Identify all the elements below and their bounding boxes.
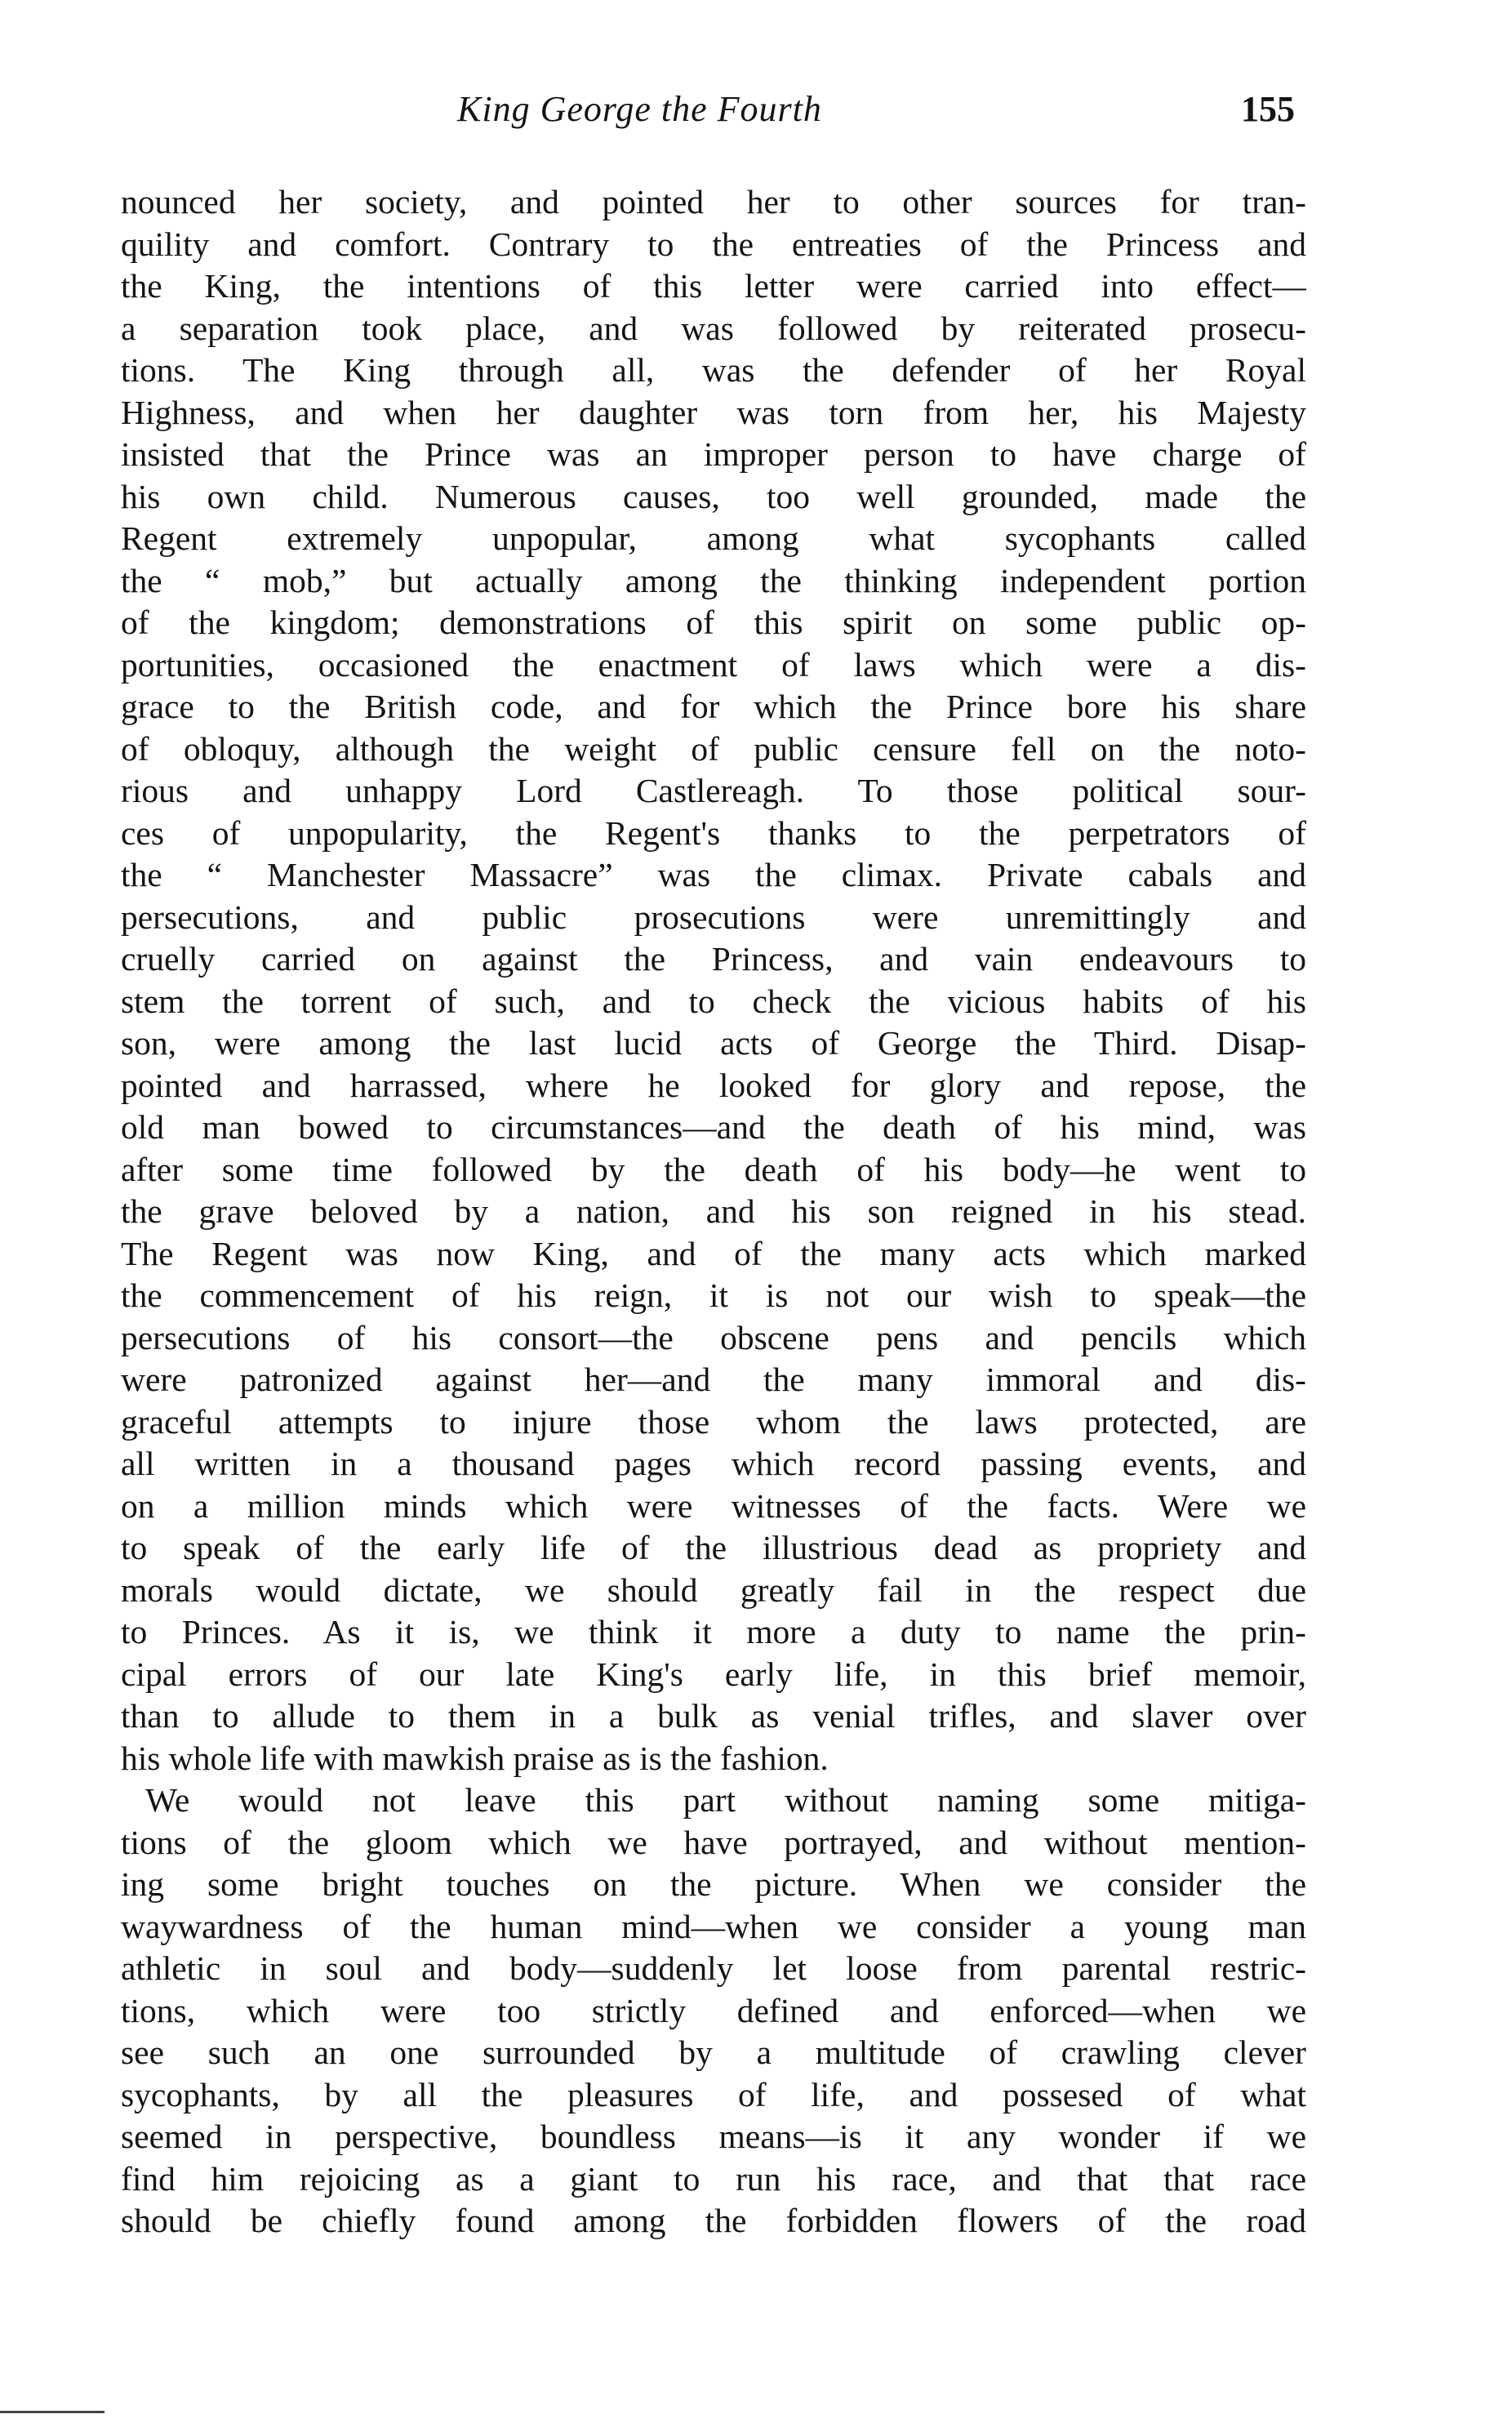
text-line: find him rejoicing as a giant to run his race, and that that race [121, 2159, 1306, 2198]
page-number: 155 [1241, 89, 1295, 129]
text-line: nounced her society, and pointed her to other sources for tran- [121, 183, 1306, 220]
text-line: old man bowed to circumstances—and the death of his mind, was [121, 1108, 1306, 1146]
text-line: insisted that the Prince was an improper person to have charge of [121, 435, 1306, 473]
text-line: persecutions, and public prosecutions were unremittingly and [121, 898, 1306, 936]
text-line: portunities, occasioned the enactment of laws which were a dis- [121, 645, 1306, 684]
text-line: We would not leave this part without naming some mitiga- [145, 1781, 1306, 1819]
text-line: Regent extremely unpopular, among what sycophants called [121, 519, 1306, 557]
text-line: waywardness of the human mind—when we consider a young man [121, 1907, 1306, 1945]
text-line: tions of the gloom which we have portrayed, and without mention- [121, 1823, 1306, 1861]
text-line: of obloquy, although the weight of public censure fell on the noto- [121, 729, 1306, 768]
text-line: the “ mob,” but actually among the thinking independent portion [121, 561, 1306, 599]
text-line: quility and comfort. Contrary to the entreaties of the Princess and [121, 225, 1306, 263]
text-line: his own child. Numerous causes, too well grounded, made the [121, 477, 1306, 515]
text-line: cipal errors of our late King's early life, in this brief memoir, [121, 1655, 1306, 1693]
text-line: rious and unhappy Lord Castlereagh. To those political sour- [121, 772, 1306, 809]
text-line: tions, which were too strictly defined and enforced—when we [121, 1991, 1306, 2029]
text-line: cruelly carried on against the Princess, and vain endeavours to [121, 940, 1306, 978]
text-line: should be chiefly found among the forbidden flowers of the road [121, 2202, 1306, 2239]
scan-edge-mark [0, 2411, 105, 2413]
text-line: son, were among the last lucid acts of George the Third. Disap- [121, 1024, 1306, 1062]
text-line: to Princes. As it is, we think it more a duty to name the prin- [121, 1613, 1306, 1650]
text-line: The Regent was now King, and of the many acts which marked [121, 1234, 1306, 1272]
text-line: athletic in soul and body—suddenly let loose from parental restric- [121, 1949, 1306, 1987]
text-line: of the kingdom; demonstrations of this spirit on some public op- [121, 604, 1306, 641]
text-line: ing some bright touches on the picture. When we consider the [121, 1865, 1306, 1903]
text-line: the commencement of his reign, it is not our wish to speak—the [121, 1276, 1306, 1314]
text-line: the “ Manchester Massacre” was the climax. Private cabals and [121, 856, 1306, 893]
text-line: stem the torrent of such, and to check the vicious habits of his [121, 982, 1306, 1020]
text-line: the grave beloved by a nation, and his son reigned in his stead. [121, 1192, 1306, 1230]
text-line: after some time followed by the death of his body—he went to [121, 1150, 1306, 1188]
text-line: persecutions of his consort—the obscene pens and pencils which [121, 1318, 1306, 1356]
text-line: on a million minds which were witnesses of the facts. Were we [121, 1486, 1306, 1525]
body-text [121, 181, 1306, 2243]
text-line: grace to the British code, and for which the Prince bore his share [121, 688, 1306, 725]
text-line: Highness, and when her daughter was torn from her, his Majesty [121, 393, 1306, 431]
text-line: graceful attempts to injure those whom the laws protected, are [121, 1402, 1306, 1441]
text-line: morals would dictate, we should greatly fail in the respect due [121, 1570, 1306, 1609]
text-line: to speak of the early life of the illustrious dead as propriety and [121, 1529, 1306, 1566]
text-line: seemed in perspective, boundless means—is it any wonder if we [121, 2118, 1306, 2155]
text-line: pointed and harrassed, where he looked for glory and repose, the [121, 1066, 1306, 1104]
running-title: King George the Fourth [457, 89, 822, 129]
text-line: a separation took place, and was followed by reiterated prosecu- [121, 309, 1306, 347]
text-line: sycophants, by all the pleasures of life, and possesed of what [121, 2075, 1306, 2114]
text-line: ces of unpopularity, the Regent's thanks to the perpetrators of [121, 813, 1306, 852]
text-line: than to allude to them in a bulk as venial trifles, and slaver over [121, 1697, 1306, 1735]
text-line: were patronized against her—and the many immoral and dis- [121, 1361, 1306, 1398]
text-line: tions. The King through all, was the defender of her Royal [121, 351, 1306, 389]
text-line: the King, the intentions of this letter were carried into effect— [121, 267, 1306, 305]
text-line: see such an one surrounded by a multitude of crawling clever [121, 2033, 1306, 2071]
text-line: his whole life with mawkish praise as is the fashion. [121, 1739, 829, 1777]
text-line: all written in a thousand pages which record passing events, and [121, 1445, 1306, 1482]
